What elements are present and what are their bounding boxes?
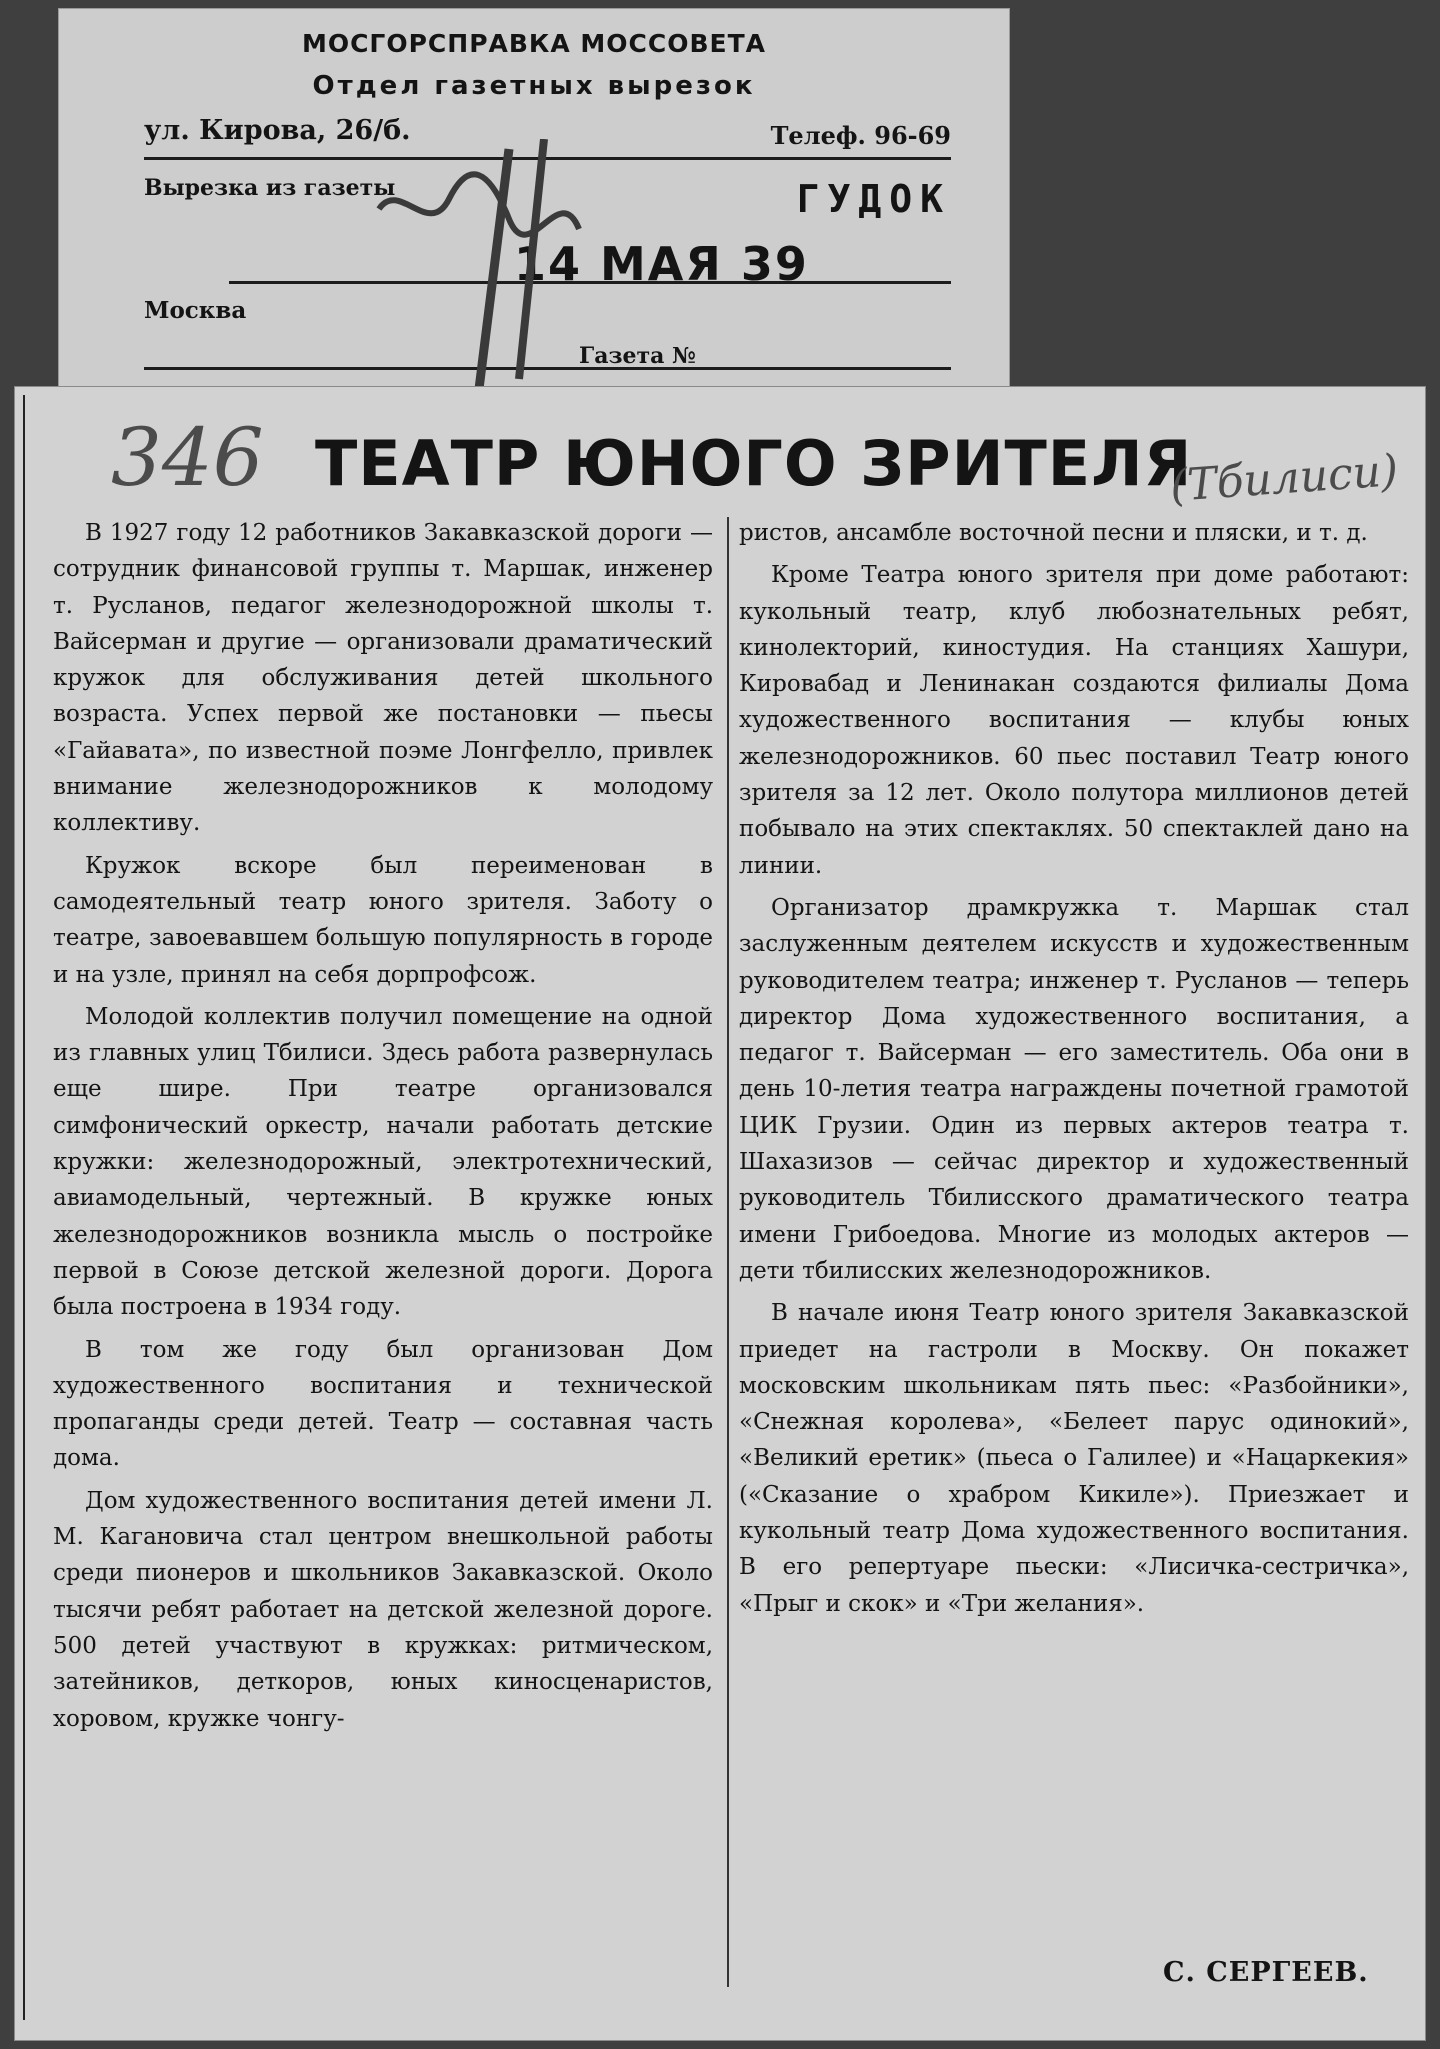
- handwritten-archive-number: 346: [111, 411, 264, 504]
- handwritten-city-note: (Тбилиси): [1168, 445, 1400, 512]
- stamp-date: 14 МАЯ 39: [514, 237, 809, 291]
- article-paragraph: Дом художественного воспитания детей имени Л. М. Кагановича стал центром внешкольной работы среди пионеров и школьников Закавказской. Около тысячи ребят работает на детской железной дороге. 500 детей участвуют в кружках: ритмическом, затейников, деткоров, юных киносценаристов, хоровом, кружке чонгу-: [53, 1487, 713, 1732]
- article-signature: С. СЕРГЕЕВ.: [1163, 1957, 1369, 1988]
- article-paragraph: Организатор драмкружка т. Маршак стал заслуженным деятелем искусств и художественным руководителем театра; инженер т. Русланов — теперь директор Дома художественного воспитания, а педагог т. Вайсерман — его заместитель. Оба они в день 10-летия театра награждены почетной грамотой ЦИК Грузии. Один из первых актеров театра т. Шахазизов — сейчас директор и художественный руководитель Тбилисского драматического театра имени Грибоедова. Многие из молодых актеров — дети тбилисских железнодорожников.: [739, 894, 1409, 1284]
- article-paragraph: ристов, ансамбле восточной песни и пляски, и т. д.: [739, 520, 1368, 546]
- article-paragraph: В начале июня Театр юного зрителя Закавказской приедет на гастроли в Москву. Он покажет московским школьникам пять пьес: «Разбойники», «Снежная королева», «Белеет парус одинокий», «Великий еретик» (пьеса о Галилее) и «Нацаркекия» («Сказание о храбром Кикиле»). Приезжает и кукольный театр Дома художественного воспитания. В его репертуаре пьески: «Лисичка-сестричка», «Прыг и скок» и «Три желания».: [739, 1300, 1409, 1617]
- stamp-phone: Телеф. 96-69: [770, 121, 951, 150]
- article-title: ТЕАТР ЮНОГО ЗРИТЕЛЯ: [315, 427, 1193, 500]
- article-column-left: [53, 515, 713, 1743]
- stamp-clipping-label: Вырезка из газеты: [144, 175, 396, 201]
- article-paragraph: Молодой коллектив получил помещение на одной из главных улиц Тбилиси. Здесь работа развернулась еще шире. При театре организовался симфонический оркестр, начали работать детские кружки: железнодорожный, электротехнический, авиамодельный, чертежный. В кружке юных железнодорожников возникла мысль о постройке первой в Союзе детской железной дороги. Дорога была построена в 1934 году.: [53, 1003, 713, 1321]
- stamp-organization: МОСГОРСПРАВКА МОССОВЕТА: [301, 29, 767, 58]
- stamp-address: ул. Кирова, 26/б.: [144, 115, 411, 146]
- stamp-gazette-number: Газета №: [579, 343, 696, 369]
- article-paragraph: В том же году был организован Дом художественного воспитания и технической пропаганды среди детей. Театр — составная часть дома.: [53, 1336, 713, 1472]
- handwritten-scribble-icon: [359, 139, 679, 399]
- article-paragraph: Кроме Театра юного зрителя при доме работают: кукольный театр, клуб любознательных ребят, кинолекторий, киностудия. На станциях Хашури, Кировабад и Ленинакан создаются филиалы Дома художественного воспитания — клубы юных железнодорожников. 60 пьес поставил Театр юного зрителя за 12 лет. Около полутора миллионов детей побывало на этих спектаклях. 50 спектаклей дано на линии.: [739, 562, 1409, 879]
- newspaper-clipping: [14, 386, 1426, 2041]
- article-paragraph: В 1927 году 12 работников Закавказской дороги — сотрудник финансовой группы т. Маршак, инженер т. Русланов, педагог железнодорожной школы т. Вайсерман и другие — организовали драматический кружок для обслуживания детей школьного возраста. Успех первой же постановки — пьесы «Гайавата», по известной поэме Лонгфелло, привлек внимание железнодорожников к молодому коллективу.: [53, 520, 713, 837]
- archive-stamp: [58, 8, 1010, 396]
- article-paragraph: Кружок вскоре был переименован в самодеятельный театр юного зрителя. Заботу о театре, завоевавшем большую популярность в городе и на узле, принял на себя дорпрофсож.: [53, 852, 713, 988]
- column-divider: [727, 517, 729, 1987]
- article-column-right: [739, 515, 1409, 1628]
- stamp-newspaper-name: ГУДОК: [796, 177, 951, 221]
- stamp-city: Москва: [144, 297, 247, 324]
- clipping-edge-rule: [23, 395, 25, 2020]
- stamp-department: Отдел газетных вырезок: [312, 71, 756, 101]
